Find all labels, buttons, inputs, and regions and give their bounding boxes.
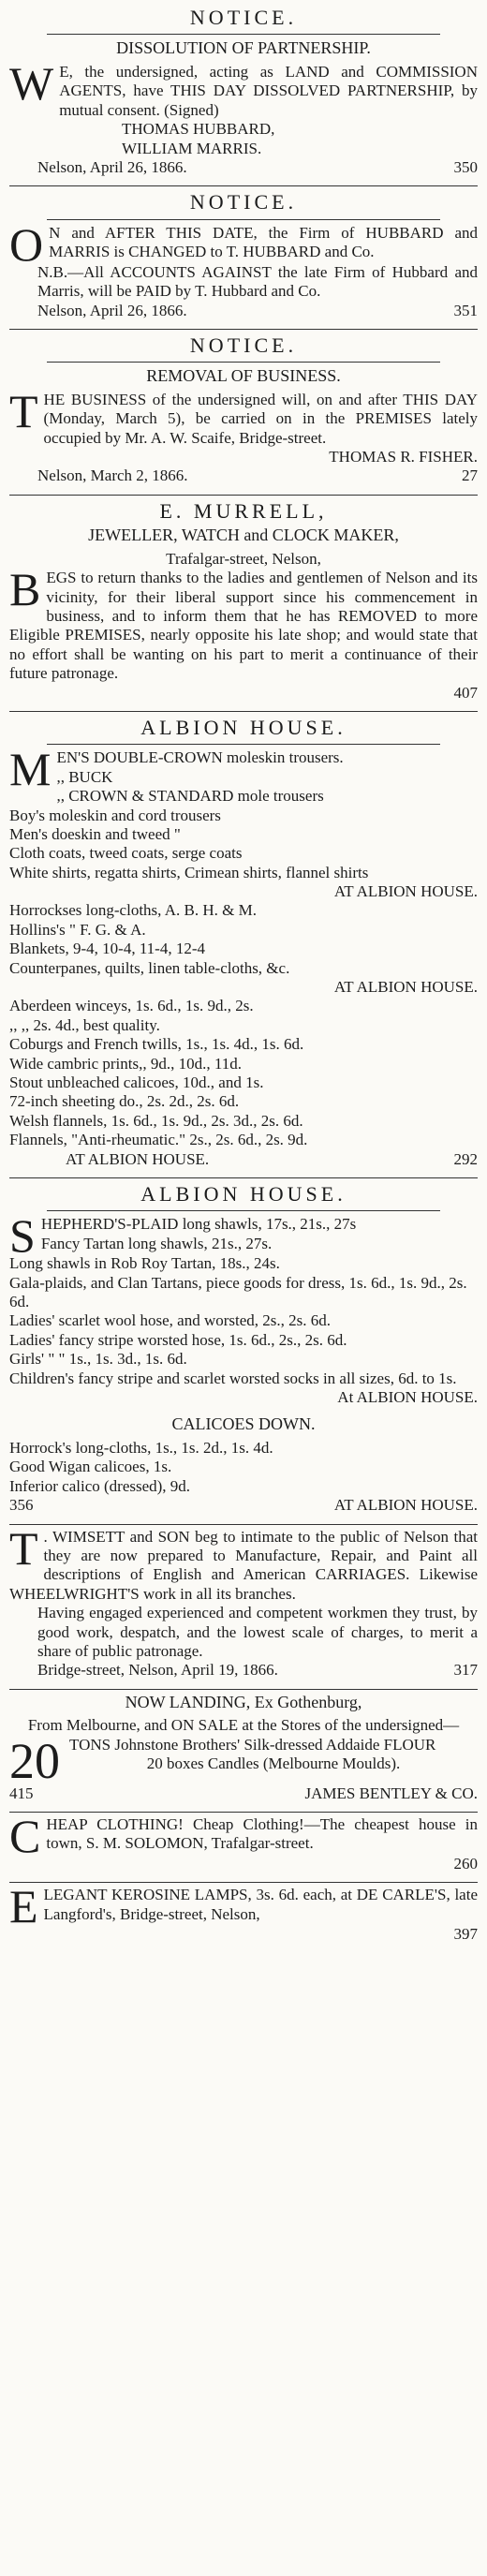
advert-address: Trafalgar-street, Nelson, bbox=[166, 549, 321, 568]
signature: THOMAS R. FISHER. bbox=[329, 448, 478, 466]
advert-line: EN'S DOUBLE-CROWN moleskin trousers. bbox=[56, 748, 344, 767]
ad-number: 397 bbox=[453, 1925, 478, 1944]
advert-line: ,, CROWN & STANDARD mole trousers bbox=[56, 787, 324, 806]
drop-cap: T bbox=[9, 1521, 38, 1575]
divider bbox=[9, 1177, 478, 1178]
advert-line: Ladies' scarlet wool hose, and worsted, 2s., 2s. 6d. bbox=[9, 1311, 331, 1330]
advert-trade: JEWELLER, WATCH and CLOCK MAKER, bbox=[88, 526, 399, 545]
advert-line: Cloth coats, tweed coats, serge coats bbox=[9, 844, 243, 863]
advert-line: Coburgs and French twills, 1s., 1s. 4d., 1s. 6d. bbox=[9, 1035, 304, 1054]
advert-line: Blankets, 9-4, 10-4, 11-4, 12-4 bbox=[9, 940, 206, 958]
advert-line: Stout unbleached calicoes, 10d., and 1s. bbox=[9, 1073, 264, 1091]
advert-heading: E. MURRELL, bbox=[159, 498, 328, 523]
notice-body: N and AFTER THIS DATE, the Firm of HUBBARD and MARRIS is CHANGED to T. HUBBARD and Co. bbox=[49, 223, 478, 261]
ad-number: 351 bbox=[453, 301, 478, 319]
cheap-clothing-advert bbox=[9, 1810, 478, 1879]
large-numeral: 20 bbox=[9, 1732, 60, 1789]
calicoes-advert bbox=[9, 1414, 478, 1520]
ad-number: 407 bbox=[453, 683, 478, 702]
notice-nb: N.B.—All ACCOUNTS AGAINST the late Firm of Hubbard and Marris, will be PAID by T. Hubbard and Co. bbox=[37, 262, 478, 301]
advert-heading: ALBION HOUSE. bbox=[140, 715, 347, 739]
drop-cap: B bbox=[9, 563, 41, 616]
divider bbox=[47, 1210, 440, 1211]
advert-line: HEPHERD'S-PLAID long shawls, 17s., 21s., 27s bbox=[40, 1215, 357, 1234]
advert-line: Boy's moleskin and cord trousers bbox=[9, 806, 221, 824]
advert-line: From Melbourne, and ON SALE at the Stores of the undersigned— bbox=[27, 1716, 460, 1735]
ad-number: 27 bbox=[462, 466, 478, 485]
advert-line: Inferior calico (dressed), 9d. bbox=[9, 1476, 191, 1495]
divider bbox=[9, 329, 478, 330]
advert-body: . WIMSETT and SON beg to intimate to the public of Nelson that they are now prepared to Manufacture, Repair, and Paint all descriptions of English and American CARRIAGES. Likewise WHEELWRIGHT'S work in all its branches. bbox=[9, 1527, 478, 1603]
dissolution-notice bbox=[9, 6, 478, 183]
removal-notice bbox=[9, 333, 478, 492]
notice-heading: NOTICE. bbox=[189, 6, 298, 29]
divider bbox=[9, 711, 478, 712]
divider bbox=[9, 1524, 478, 1525]
murrell-advert bbox=[9, 499, 478, 708]
advert-body: LEGANT KEROSINE LAMPS, 3s. 6d. each, at DE CARLE'S, late Langford's, Bridge-street, Nelson, bbox=[43, 1886, 478, 1923]
divider bbox=[9, 495, 478, 496]
signature: JAMES BENTLEY & CO. bbox=[304, 1784, 478, 1802]
advert-body: Having engaged experienced and competent workmen they trust, by good work, despatch, and the lowest scale of charges, to merit a share of public patronage. bbox=[37, 1604, 478, 1660]
advert-location: AT ALBION HOUSE. bbox=[333, 882, 478, 901]
divider bbox=[47, 744, 440, 745]
drop-cap: M bbox=[9, 743, 52, 796]
drop-cap: C bbox=[9, 1810, 41, 1863]
ad-number: 317 bbox=[453, 1661, 478, 1680]
advert-line: Gala-plaids, and Clan Tartans, piece goods for dress, 1s. 6d., 1s. 9d., 2s. 6d. bbox=[9, 1273, 467, 1311]
notice-heading: NOTICE. bbox=[189, 333, 298, 357]
advert-heading: ALBION HOUSE. bbox=[140, 1181, 347, 1206]
advert-line: Aberdeen winceys, 1s. 6d., 1s. 9d., 2s. bbox=[9, 997, 254, 1015]
dateline: Nelson, April 26, 1866. bbox=[37, 157, 187, 176]
advert-location: At ALBION HOUSE. bbox=[337, 1388, 478, 1407]
advert-line: Horrockses long-cloths, A. B. H. & M. bbox=[9, 901, 257, 920]
advert-line: Flannels, "Anti-rheumatic." 2s., 2s. 6d., 2s. 9d. bbox=[9, 1131, 308, 1149]
kerosine-lamps-advert bbox=[9, 1880, 478, 1949]
albion-house-shawls-advert bbox=[9, 1182, 478, 1414]
divider bbox=[47, 362, 440, 363]
advert-body: HEAP CLOTHING! Cheap Clothing!—The cheapest house in town, S. M. SOLOMON, Trafalgar-street. bbox=[46, 1815, 478, 1853]
divider bbox=[47, 219, 440, 220]
ad-number: 350 bbox=[453, 157, 478, 176]
advert-line: Wide cambric prints,, 9d., 10d., 11d. bbox=[9, 1054, 242, 1073]
advert-line: Counterpanes, quilts, linen table-cloths, &c. bbox=[9, 958, 290, 977]
advert-line: Welsh flannels, 1s. 6d., 1s. 9d., 2s. 3d., 2s. 6d. bbox=[9, 1111, 303, 1130]
advert-body: EGS to return thanks to the ladies and gentlemen of Nelson and its vicinity, for their liberal support since his commencement in business, and to inform them that he has REMOVED to more Eligible PREMISES, nearly opposite his late shop; and would state that no effort shall be wanting on his part to merit a continuance of their future patronage. bbox=[9, 569, 478, 683]
advert-line: Good Wigan calicoes, 1s. bbox=[9, 1458, 172, 1476]
now-landing-advert bbox=[9, 1693, 478, 1809]
wimsett-advert bbox=[9, 1521, 478, 1686]
advert-heading: CALICOES DOWN. bbox=[171, 1414, 316, 1434]
dateline: Bridge-street, Nelson, April 19, 1866. bbox=[37, 1661, 278, 1680]
signature: THOMAS HUBBARD, bbox=[122, 120, 275, 139]
advert-line: Fancy Tartan long shawls, 21s., 27s. bbox=[40, 1234, 273, 1252]
advert-line: Long shawls in Rob Roy Tartan, 18s., 24s. bbox=[9, 1254, 280, 1273]
ad-number: 260 bbox=[453, 1855, 478, 1873]
drop-cap: S bbox=[9, 1209, 36, 1263]
advert-line: Girls' " " 1s., 1s. 3d., 1s. 6d. bbox=[9, 1350, 187, 1369]
advert-line: TONS Johnstone Brothers' Silk-dressed Addaide FLOUR bbox=[69, 1735, 436, 1754]
advert-location: AT ALBION HOUSE. bbox=[333, 1496, 478, 1515]
advert-line: 20 boxes Candles (Melbourne Moulds). bbox=[146, 1754, 401, 1773]
firm-change-notice bbox=[9, 190, 478, 326]
dateline: Nelson, March 2, 1866. bbox=[37, 466, 188, 485]
advert-line: Children's fancy stripe and scarlet worsted socks in all sizes, 6d. to 1s. bbox=[9, 1369, 457, 1387]
advert-line: Ladies' fancy stripe worsted hose, 1s. 6d., 2s., 2s. 6d. bbox=[9, 1330, 347, 1349]
ad-number: 292 bbox=[453, 1149, 478, 1168]
drop-cap: T bbox=[9, 384, 38, 437]
divider bbox=[47, 34, 440, 35]
advert-location: AT ALBION HOUSE. bbox=[333, 978, 478, 997]
advert-line: Horrock's long-cloths, 1s., 1s. 2d., 1s. 4d. bbox=[9, 1439, 273, 1458]
advert-location: AT ALBION HOUSE. bbox=[66, 1149, 210, 1168]
notice-subheading: REMOVAL OF BUSINESS. bbox=[146, 366, 341, 386]
advert-line: Hollins's " F. G. & A. bbox=[9, 920, 146, 939]
drop-cap: W bbox=[9, 56, 54, 110]
advert-line: ,, ,, 2s. 4d., best quality. bbox=[9, 1015, 160, 1034]
divider bbox=[9, 1689, 478, 1690]
notice-body: E, the undersigned, acting as LAND and COMMISSION AGENTS, have THIS DAY DISSOLVED PARTNERSHIP, by mutual consent. (Signed) bbox=[59, 62, 478, 119]
divider bbox=[9, 1812, 478, 1813]
drop-cap: O bbox=[9, 217, 44, 271]
advert-line: White shirts, regatta shirts, Crimean shirts, flannel shirts bbox=[9, 863, 369, 881]
drop-cap: E bbox=[9, 1880, 38, 1933]
notice-body: HE BUSINESS of the undersigned will, on and after THIS DAY (Monday, March 5), be carried on in the PREMISES lately occupied by Mr. A. W. Scaife, Bridge-street. bbox=[43, 390, 478, 447]
divider bbox=[9, 185, 478, 186]
dateline: Nelson, April 26, 1866. bbox=[37, 301, 187, 319]
ad-number: 415 bbox=[9, 1784, 34, 1802]
albion-house-advert bbox=[9, 716, 478, 1175]
signature: WILLIAM MARRIS. bbox=[122, 139, 262, 157]
advert-line: ,, BUCK bbox=[56, 767, 113, 786]
divider bbox=[9, 1882, 478, 1883]
notice-heading: NOTICE. bbox=[189, 190, 298, 215]
ad-number: 356 bbox=[9, 1496, 34, 1515]
notice-subheading: DISSOLUTION OF PARTNERSHIP. bbox=[116, 38, 371, 58]
advert-line: Men's doeskin and tweed " bbox=[9, 824, 181, 843]
advert-line: 72-inch sheeting do., 2s. 2d., 2s. 6d. bbox=[9, 1092, 240, 1111]
advert-heading: NOW LANDING, Ex Gothenburg, bbox=[125, 1692, 362, 1711]
